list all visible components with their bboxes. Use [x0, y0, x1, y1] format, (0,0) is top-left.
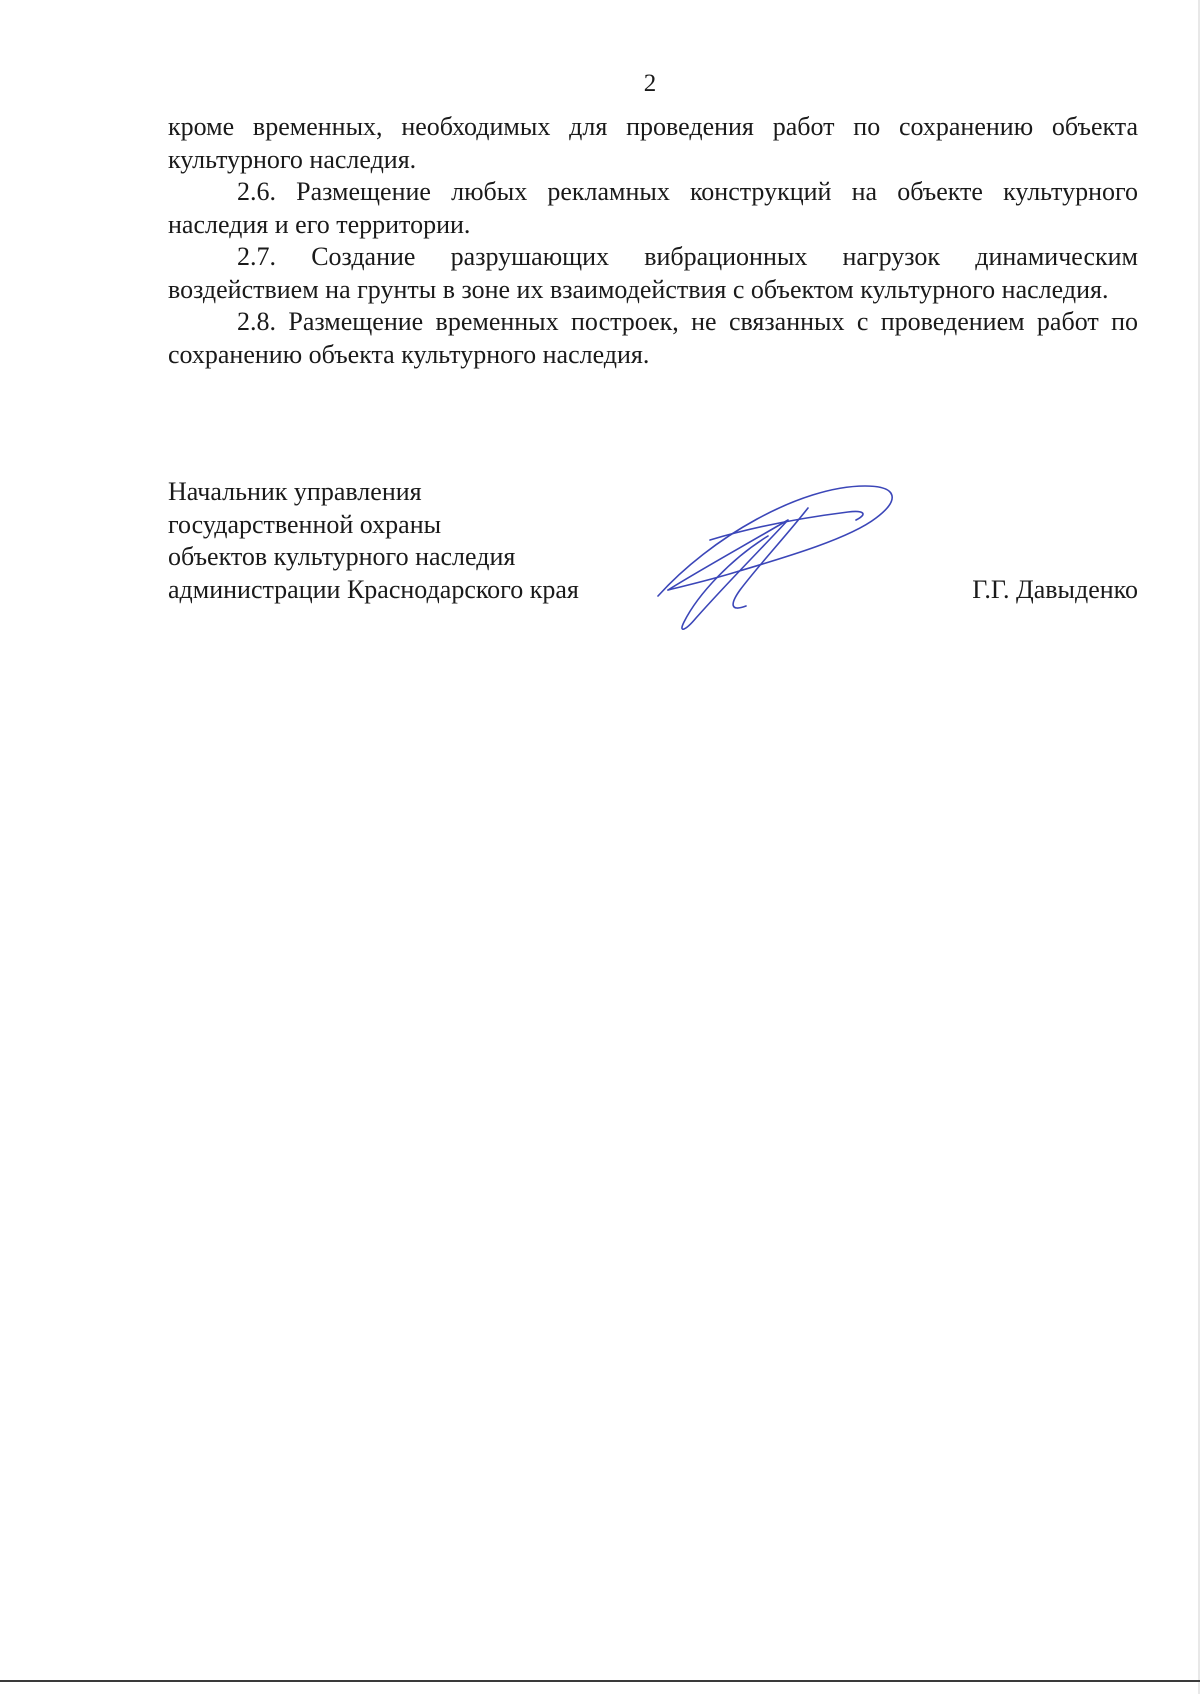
signer-title-line: государственной охраны [168, 509, 442, 539]
page-bottom-rule [0, 1680, 1200, 1682]
signer-title-line: администрации Краснодарского края [168, 574, 579, 604]
signer-title-line: объектов культурного наследия [168, 542, 516, 571]
paragraph-continuation: кроме временных, необходимых для проведения работ по сохранению объекта культурного наследия. [168, 112, 1138, 174]
signer-name: Г.Г. Давыденко [972, 574, 1138, 604]
handwritten-signature [650, 478, 910, 638]
page-number: 2 [643, 70, 657, 97]
signer-title-line: Начальник управления [168, 477, 422, 506]
document-body [168, 111, 1138, 371]
signature-strokes [658, 486, 892, 629]
paragraph-item-2-7: 2.7. Создание разрушающих вибрационных нагрузок динамическим воздействием на грунты в зоне их взаимодействия с объектом культурного наследия. [168, 242, 1138, 304]
paragraph-item-2-6: 2.6. Размещение любых рекламных конструкций на объекте культурного наследия и его территории. [168, 177, 1138, 239]
paragraph-item-2-8: 2.8. Размещение временных построек, не связанных с проведением работ по сохранению объекта культурного наследия. [168, 307, 1138, 369]
